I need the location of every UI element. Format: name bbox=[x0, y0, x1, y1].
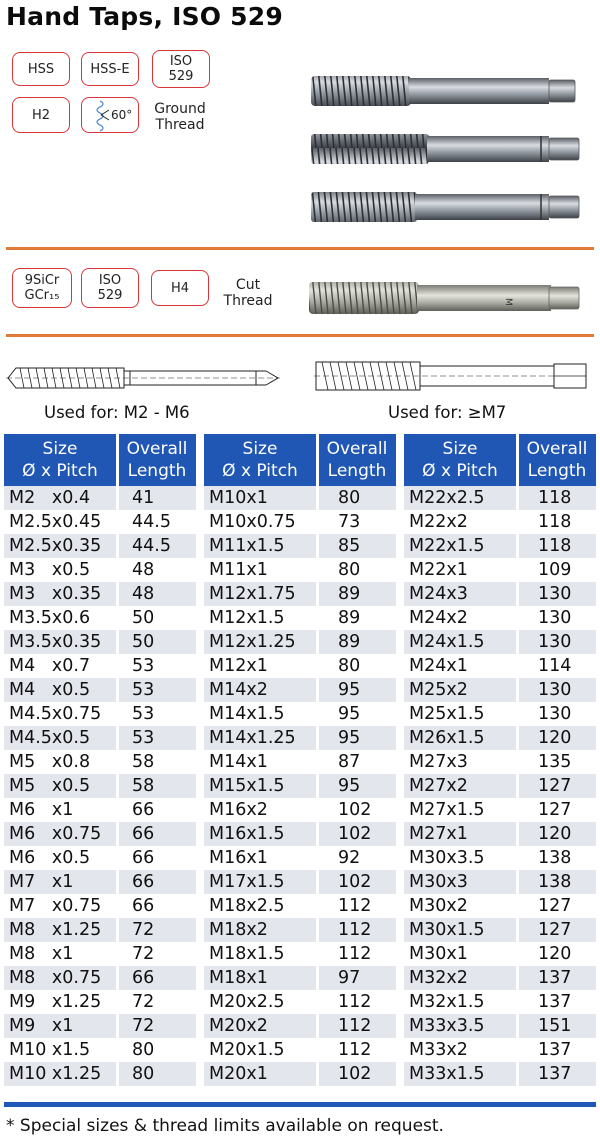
cell-length: 102 bbox=[338, 800, 372, 820]
table-row bbox=[204, 726, 396, 750]
cell-size: M17x1.5 bbox=[209, 872, 285, 892]
table-row bbox=[204, 798, 396, 822]
cell-length: 109 bbox=[538, 560, 572, 580]
cell-size: M4 x0.7 bbox=[9, 656, 91, 676]
table-row bbox=[4, 630, 196, 654]
cell-size: M3.5x0.35 bbox=[9, 632, 102, 652]
header-size-line: Ø x Pitch bbox=[22, 461, 98, 481]
cell-size: M32x1.5 bbox=[409, 992, 485, 1012]
divider-top bbox=[6, 247, 594, 250]
cell-size: M5 x0.5 bbox=[9, 776, 91, 796]
table-row bbox=[204, 774, 396, 798]
table-row bbox=[4, 822, 196, 846]
cell-length: 112 bbox=[338, 1040, 372, 1060]
ground-label: Ground bbox=[154, 101, 206, 117]
header-size-line: Ø x Pitch bbox=[222, 461, 298, 481]
cell-size: M30x3.5 bbox=[409, 848, 485, 868]
cell-length: 102 bbox=[338, 1064, 372, 1084]
material-line-2: GCr₁₅ bbox=[24, 288, 60, 303]
cell-size: M4.5x0.5 bbox=[9, 728, 91, 748]
header-length bbox=[318, 434, 396, 486]
cell-length: 53 bbox=[132, 656, 155, 676]
cell-size: M3 x0.5 bbox=[9, 560, 91, 580]
cell-size: M25x1.5 bbox=[409, 704, 485, 724]
badge-iso-529-cut bbox=[81, 268, 139, 308]
cell-size: M27x3 bbox=[409, 752, 468, 772]
table-row bbox=[4, 534, 196, 558]
cell-length: 80 bbox=[338, 488, 361, 508]
header-length-line: Length bbox=[127, 461, 187, 481]
header-size-line: Size bbox=[242, 439, 278, 459]
table-row bbox=[204, 750, 396, 774]
cell-length: 130 bbox=[538, 608, 572, 628]
table-row bbox=[404, 582, 596, 606]
header-size bbox=[404, 434, 516, 486]
table-bottom-bar bbox=[4, 1102, 596, 1107]
table-row bbox=[204, 486, 396, 510]
table-row bbox=[404, 966, 596, 990]
table-row bbox=[204, 846, 396, 870]
cell-length: 137 bbox=[538, 968, 572, 988]
header-length-line: Length bbox=[327, 461, 387, 481]
iso-line-2: 529 bbox=[97, 288, 123, 303]
cell-length: 53 bbox=[132, 728, 155, 748]
cell-size: M20x1 bbox=[209, 1064, 268, 1084]
cell-size: M12x1.75 bbox=[209, 584, 296, 604]
table-row bbox=[404, 942, 596, 966]
cell-size: M20x2 bbox=[209, 1016, 268, 1036]
cell-size: M15x1.5 bbox=[209, 776, 285, 796]
table-column-2 bbox=[204, 434, 396, 1086]
cell-size: M4 x0.5 bbox=[9, 680, 91, 700]
table-row bbox=[404, 822, 596, 846]
table-row bbox=[404, 702, 596, 726]
cell-size: M22x1 bbox=[409, 560, 468, 580]
table-row bbox=[4, 558, 196, 582]
cell-length: 66 bbox=[132, 896, 155, 916]
cell-size: M10 x1.25 bbox=[9, 1064, 102, 1084]
cell-size: M9 x1.25 bbox=[9, 992, 102, 1012]
cell-length: 80 bbox=[338, 560, 361, 580]
table-row bbox=[204, 822, 396, 846]
badge-hss-label: HSS bbox=[27, 61, 55, 77]
cell-length: 89 bbox=[338, 632, 361, 652]
table-row bbox=[4, 1062, 196, 1086]
cell-length: 127 bbox=[538, 800, 572, 820]
cell-size: M7 x1 bbox=[9, 872, 74, 892]
table-row bbox=[204, 606, 396, 630]
cut-thread-label: Thread bbox=[223, 293, 273, 309]
column-separator bbox=[316, 434, 319, 1086]
table-row bbox=[204, 894, 396, 918]
badge-h4 bbox=[151, 270, 209, 306]
cell-length: 112 bbox=[338, 920, 372, 940]
table-row bbox=[4, 702, 196, 726]
divider-bottom bbox=[6, 334, 594, 337]
cell-length: 72 bbox=[132, 1016, 155, 1036]
table-column-3 bbox=[404, 434, 596, 1086]
cell-size: M14x1.5 bbox=[209, 704, 285, 724]
cell-size: M18x2 bbox=[209, 920, 268, 940]
material-line-1: 9SiCr bbox=[24, 273, 60, 288]
table-row bbox=[204, 510, 396, 534]
cell-length: 138 bbox=[538, 848, 572, 868]
cell-length: 53 bbox=[132, 680, 155, 700]
table-row bbox=[204, 558, 396, 582]
cell-size: M12x1 bbox=[209, 656, 268, 676]
ground-taps-image bbox=[305, 68, 585, 238]
table-row bbox=[4, 654, 196, 678]
table-row bbox=[204, 654, 396, 678]
badge-hss-e bbox=[81, 52, 139, 86]
cell-size: M27x1.5 bbox=[409, 800, 485, 820]
tap-taper bbox=[311, 76, 575, 106]
table-row bbox=[204, 678, 396, 702]
cell-size: M10 x1.5 bbox=[9, 1040, 91, 1060]
table-row bbox=[204, 1014, 396, 1038]
cell-length: 95 bbox=[338, 728, 361, 748]
cell-length: 112 bbox=[338, 992, 372, 1012]
thread-label: Thread bbox=[155, 117, 205, 133]
cell-size: M33x3.5 bbox=[409, 1016, 485, 1036]
cell-size: M30x1.5 bbox=[409, 920, 485, 940]
tap-marking: M bbox=[503, 298, 513, 306]
header-length-line: Overall bbox=[126, 439, 188, 459]
cell-size: M22x2 bbox=[409, 512, 468, 532]
cell-size: M5 x0.8 bbox=[9, 752, 91, 772]
cell-size: M12x1.25 bbox=[209, 632, 296, 652]
cell-size: M8 x1 bbox=[9, 944, 74, 964]
cell-length: 95 bbox=[338, 776, 361, 796]
table-row bbox=[204, 1038, 396, 1062]
cell-size: M30x2 bbox=[409, 896, 468, 916]
cell-size: M8 x1.25 bbox=[9, 920, 102, 940]
thread-angle-label: 60° bbox=[111, 108, 133, 122]
header-size bbox=[204, 434, 316, 486]
table-row bbox=[404, 990, 596, 1014]
header-length bbox=[118, 434, 196, 486]
cell-length: 72 bbox=[132, 920, 155, 940]
cell-size: M6 x0.75 bbox=[9, 824, 102, 844]
cell-length: 127 bbox=[538, 776, 572, 796]
header-size-line: Ø x Pitch bbox=[422, 461, 498, 481]
cell-length: 87 bbox=[338, 752, 361, 772]
table-row bbox=[204, 966, 396, 990]
table-row bbox=[404, 510, 596, 534]
usage-large: Used for: ≥M7 bbox=[388, 403, 507, 422]
cell-size: M16x1.5 bbox=[209, 824, 285, 844]
cell-length: 66 bbox=[132, 824, 155, 844]
cell-size: M14x1.25 bbox=[209, 728, 296, 748]
cell-length: 118 bbox=[538, 512, 572, 532]
table-row bbox=[4, 726, 196, 750]
cell-length: 137 bbox=[538, 1064, 572, 1084]
table-row bbox=[4, 870, 196, 894]
size-table bbox=[4, 434, 596, 1104]
header-length bbox=[518, 434, 596, 486]
cell-length: 89 bbox=[338, 608, 361, 628]
table-row bbox=[204, 1062, 396, 1086]
cell-size: M10x0.75 bbox=[209, 512, 296, 532]
table-row bbox=[204, 582, 396, 606]
cell-length: 102 bbox=[338, 824, 372, 844]
table-row bbox=[404, 798, 596, 822]
table-row bbox=[204, 702, 396, 726]
cell-length: 120 bbox=[538, 824, 572, 844]
table-row bbox=[4, 486, 196, 510]
page-title: Hand Taps, ISO 529 bbox=[6, 2, 283, 31]
badge-thread-angle bbox=[81, 97, 139, 133]
cell-size: M30x3 bbox=[409, 872, 468, 892]
cell-length: 95 bbox=[338, 680, 361, 700]
cell-size: M10x1 bbox=[209, 488, 268, 508]
table-row bbox=[404, 654, 596, 678]
cell-size: M14x1 bbox=[209, 752, 268, 772]
cell-size: M20x1.5 bbox=[209, 1040, 285, 1060]
cut-tap-image bbox=[305, 274, 585, 324]
cell-length: 151 bbox=[538, 1016, 572, 1036]
cell-size: M3 x0.35 bbox=[9, 584, 102, 604]
cut-thread-note bbox=[218, 277, 278, 309]
table-row bbox=[4, 774, 196, 798]
cell-length: 130 bbox=[538, 632, 572, 652]
table-row bbox=[404, 558, 596, 582]
cell-length: 50 bbox=[132, 632, 155, 652]
cell-size: M8 x0.75 bbox=[9, 968, 102, 988]
cell-length: 66 bbox=[132, 800, 155, 820]
cell-length: 72 bbox=[132, 992, 155, 1012]
cell-length: 85 bbox=[338, 536, 361, 556]
table-row bbox=[4, 678, 196, 702]
tap-plug bbox=[311, 134, 579, 164]
table-row bbox=[404, 630, 596, 654]
cut-label: Cut bbox=[235, 277, 261, 293]
cell-length: 120 bbox=[538, 944, 572, 964]
cell-length: 80 bbox=[132, 1064, 155, 1084]
cell-size: M14x2 bbox=[209, 680, 268, 700]
cell-length: 80 bbox=[132, 1040, 155, 1060]
cell-size: M25x2 bbox=[409, 680, 468, 700]
cell-size: M33x1.5 bbox=[409, 1064, 485, 1084]
column-separator bbox=[116, 434, 119, 1086]
cell-length: 80 bbox=[338, 656, 361, 676]
table-row bbox=[4, 798, 196, 822]
table-row bbox=[4, 510, 196, 534]
cell-size: M11x1 bbox=[209, 560, 268, 580]
cell-length: 130 bbox=[538, 584, 572, 604]
cell-length: 44.5 bbox=[132, 536, 171, 556]
table-row bbox=[4, 1014, 196, 1038]
cell-size: M27x2 bbox=[409, 776, 468, 796]
cell-length: 58 bbox=[132, 752, 155, 772]
cell-length: 130 bbox=[538, 704, 572, 724]
table-row bbox=[4, 606, 196, 630]
cell-size: M6 x0.5 bbox=[9, 848, 91, 868]
iso-line-1: ISO bbox=[98, 273, 122, 288]
table-row bbox=[404, 1014, 596, 1038]
cell-size: M16x1 bbox=[209, 848, 268, 868]
usage-small: Used for: M2 - M6 bbox=[44, 403, 190, 422]
cell-size: M24x2 bbox=[409, 608, 468, 628]
table-row bbox=[404, 534, 596, 558]
cell-size: M22x1.5 bbox=[409, 536, 485, 556]
cell-size: M2.5x0.45 bbox=[9, 512, 102, 532]
cell-size: M2 x0.4 bbox=[9, 488, 91, 508]
table-row bbox=[4, 582, 196, 606]
table-row bbox=[4, 942, 196, 966]
header-length-line: Overall bbox=[326, 439, 388, 459]
cell-size: M24x1.5 bbox=[409, 632, 485, 652]
table-row bbox=[404, 1062, 596, 1086]
badge-h2-label: H2 bbox=[31, 107, 51, 123]
header-size-line: Size bbox=[442, 439, 478, 459]
cell-length: 130 bbox=[538, 680, 572, 700]
table-row bbox=[4, 846, 196, 870]
badge-h4-label: H4 bbox=[170, 280, 190, 296]
cell-length: 66 bbox=[132, 848, 155, 868]
badge-hss-e-label: HSS-E bbox=[90, 61, 130, 77]
cell-size: M32x2 bbox=[409, 968, 468, 988]
cell-length: 112 bbox=[338, 896, 372, 916]
cell-length: 73 bbox=[338, 512, 361, 532]
table-row bbox=[204, 870, 396, 894]
cell-length: 66 bbox=[132, 872, 155, 892]
cell-length: 58 bbox=[132, 776, 155, 796]
cell-size: M22x2.5 bbox=[409, 488, 485, 508]
table-row bbox=[404, 678, 596, 702]
cell-size: M9 x1 bbox=[9, 1016, 74, 1036]
cell-size: M2.5x0.35 bbox=[9, 536, 102, 556]
table-row bbox=[4, 750, 196, 774]
cell-length: 92 bbox=[338, 848, 361, 868]
badge-h2 bbox=[12, 97, 70, 133]
table-row bbox=[4, 894, 196, 918]
table-row bbox=[404, 918, 596, 942]
column-separator bbox=[516, 434, 519, 1086]
cell-size: M20x2.5 bbox=[209, 992, 285, 1012]
table-row bbox=[404, 486, 596, 510]
cell-size: M33x2 bbox=[409, 1040, 468, 1060]
badge-material bbox=[12, 268, 72, 308]
table-row bbox=[204, 918, 396, 942]
cell-size: M27x1 bbox=[409, 824, 468, 844]
cell-length: 44.5 bbox=[132, 512, 171, 532]
table-row bbox=[204, 942, 396, 966]
cell-length: 112 bbox=[338, 1016, 372, 1036]
cell-length: 127 bbox=[538, 896, 572, 916]
table-row bbox=[404, 1038, 596, 1062]
cell-size: M24x3 bbox=[409, 584, 468, 604]
table-column-1 bbox=[4, 434, 196, 1086]
cell-size: M3.5x0.6 bbox=[9, 608, 91, 628]
table-row bbox=[204, 630, 396, 654]
cell-length: 53 bbox=[132, 704, 155, 724]
table-row bbox=[404, 846, 596, 870]
cell-length: 48 bbox=[132, 560, 155, 580]
table-row bbox=[4, 918, 196, 942]
cell-size: M26x1.5 bbox=[409, 728, 485, 748]
cell-length: 120 bbox=[538, 728, 572, 748]
cell-length: 112 bbox=[338, 944, 372, 964]
cell-length: 89 bbox=[338, 584, 361, 604]
cell-size: M24x1 bbox=[409, 656, 468, 676]
cell-length: 138 bbox=[538, 872, 572, 892]
cell-length: 48 bbox=[132, 584, 155, 604]
cell-size: M18x2.5 bbox=[209, 896, 285, 916]
header-length-line: Overall bbox=[526, 439, 588, 459]
cell-size: M12x1.5 bbox=[209, 608, 285, 628]
table-row bbox=[404, 894, 596, 918]
cell-size: M6 x1 bbox=[9, 800, 74, 820]
table-row bbox=[204, 534, 396, 558]
table-row bbox=[4, 990, 196, 1014]
small-tap-drawing bbox=[6, 358, 282, 398]
cell-length: 118 bbox=[538, 536, 572, 556]
table-row bbox=[404, 606, 596, 630]
badge-iso-label: ISO 529 bbox=[168, 54, 194, 84]
cell-length: 135 bbox=[538, 752, 572, 772]
table-row bbox=[4, 966, 196, 990]
cell-length: 102 bbox=[338, 872, 372, 892]
table-row bbox=[4, 1038, 196, 1062]
cell-length: 97 bbox=[338, 968, 361, 988]
table-row bbox=[204, 990, 396, 1014]
ground-thread-note bbox=[150, 101, 210, 133]
cell-size: M30x1 bbox=[409, 944, 468, 964]
cell-length: 72 bbox=[132, 944, 155, 964]
badge-hss bbox=[12, 52, 70, 86]
table-row bbox=[404, 774, 596, 798]
footnote: * Special sizes & thread limits available on request. bbox=[6, 1116, 444, 1136]
large-tap-drawing bbox=[314, 356, 590, 396]
cell-length: 137 bbox=[538, 992, 572, 1012]
cell-length: 127 bbox=[538, 920, 572, 940]
cell-length: 66 bbox=[132, 968, 155, 988]
header-size bbox=[4, 434, 116, 486]
table-row bbox=[404, 870, 596, 894]
header-size-line: Size bbox=[42, 439, 78, 459]
cell-length: 137 bbox=[538, 1040, 572, 1060]
table-row bbox=[404, 726, 596, 750]
cell-size: M11x1.5 bbox=[209, 536, 285, 556]
header-length-line: Length bbox=[527, 461, 587, 481]
cell-size: M18x1.5 bbox=[209, 944, 285, 964]
cell-length: 50 bbox=[132, 608, 155, 628]
badge-iso-529 bbox=[152, 50, 210, 88]
cell-length: 95 bbox=[338, 704, 361, 724]
cell-size: M7 x0.75 bbox=[9, 896, 102, 916]
cell-length: 118 bbox=[538, 488, 572, 508]
cell-size: M4.5x0.75 bbox=[9, 704, 102, 724]
cell-length: 41 bbox=[132, 488, 155, 508]
cell-size: M16x2 bbox=[209, 800, 268, 820]
table-row bbox=[404, 750, 596, 774]
cell-length: 114 bbox=[538, 656, 572, 676]
tap-bottoming bbox=[311, 192, 579, 222]
cell-size: M18x1 bbox=[209, 968, 268, 988]
